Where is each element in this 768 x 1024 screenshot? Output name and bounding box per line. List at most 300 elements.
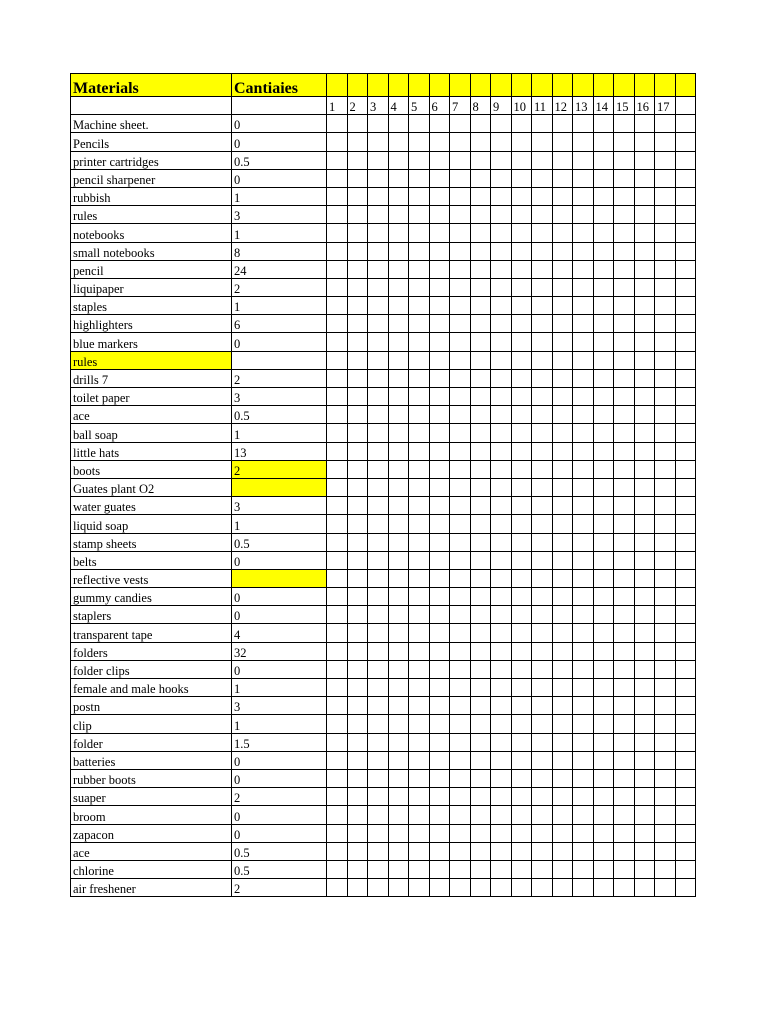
day-cell[interactable] [491,333,512,351]
day-cell[interactable] [552,660,573,678]
day-cell[interactable] [511,278,532,296]
day-cell[interactable] [429,333,450,351]
day-cell[interactable] [511,606,532,624]
day-cell[interactable] [347,351,368,369]
material-cell[interactable]: postn [71,697,232,715]
day-cell[interactable] [429,187,450,205]
day-cell[interactable] [573,224,594,242]
day-cell[interactable] [470,242,491,260]
day-cell[interactable] [368,115,389,133]
quantities-header[interactable]: Cantiaies [232,74,327,97]
day-cell[interactable] [573,733,594,751]
header-day-cell[interactable] [368,74,389,97]
day-cell[interactable] [593,824,614,842]
day-cell[interactable] [450,406,471,424]
day-cell[interactable] [470,133,491,151]
day-cell[interactable] [409,606,430,624]
day-cell[interactable] [634,133,655,151]
day-cell[interactable] [450,442,471,460]
day-cell[interactable] [409,697,430,715]
day-cell[interactable] [388,660,409,678]
day-cell[interactable] [552,315,573,333]
day-cell[interactable] [614,660,635,678]
day-cell[interactable] [552,133,573,151]
day-cell[interactable] [409,133,430,151]
day-cell[interactable] [327,242,348,260]
day-cell[interactable] [573,715,594,733]
day-cell[interactable] [347,515,368,533]
day-cell[interactable] [491,424,512,442]
day-cell[interactable] [388,806,409,824]
day-cell[interactable] [470,460,491,478]
day-cell[interactable] [634,642,655,660]
day-cell[interactable] [655,551,676,569]
quantity-cell[interactable]: 0 [232,806,327,824]
day-cell[interactable] [409,751,430,769]
day-cell[interactable] [368,588,389,606]
day-cell[interactable] [573,260,594,278]
day-cell[interactable] [675,115,696,133]
day-cell[interactable] [491,460,512,478]
day-cell[interactable] [675,697,696,715]
day-cell[interactable] [655,806,676,824]
day-cell[interactable] [388,478,409,496]
day-cell[interactable] [573,369,594,387]
quantity-cell[interactable]: 2 [232,879,327,897]
day-cell[interactable] [614,588,635,606]
day-cell[interactable] [614,624,635,642]
day-cell[interactable] [614,551,635,569]
day-cell[interactable] [511,697,532,715]
day-cell[interactable] [491,442,512,460]
quantity-cell[interactable]: 0 [232,333,327,351]
day-cell[interactable] [614,788,635,806]
day-cell[interactable] [347,733,368,751]
day-cell[interactable] [347,442,368,460]
day-cell[interactable] [593,551,614,569]
day-cell[interactable] [573,460,594,478]
day-number-cell[interactable]: 9 [491,97,512,115]
material-cell[interactable]: drills 7 [71,369,232,387]
day-cell[interactable] [388,515,409,533]
day-cell[interactable] [511,315,532,333]
day-cell[interactable] [532,515,553,533]
day-cell[interactable] [491,842,512,860]
day-cell[interactable] [347,624,368,642]
day-cell[interactable] [573,860,594,878]
header-day-cell[interactable] [388,74,409,97]
material-cell[interactable]: small notebooks [71,242,232,260]
day-cell[interactable] [511,824,532,842]
quantity-cell[interactable]: 2 [232,460,327,478]
material-cell[interactable]: rules [71,351,232,369]
day-cell[interactable] [409,424,430,442]
day-cell[interactable] [655,879,676,897]
day-cell[interactable] [450,260,471,278]
day-cell[interactable] [511,842,532,860]
day-cell[interactable] [327,424,348,442]
day-cell[interactable] [675,315,696,333]
day-cell[interactable] [634,788,655,806]
day-cell[interactable] [532,242,553,260]
quantity-cell[interactable]: 1 [232,224,327,242]
day-cell[interactable] [450,769,471,787]
day-cell[interactable] [573,824,594,842]
day-cell[interactable] [675,624,696,642]
day-cell[interactable] [675,606,696,624]
day-cell[interactable] [634,224,655,242]
day-cell[interactable] [655,297,676,315]
day-cell[interactable] [532,115,553,133]
day-cell[interactable] [675,879,696,897]
day-number-cell[interactable]: 2 [347,97,368,115]
day-cell[interactable] [429,879,450,897]
header-day-cell[interactable] [614,74,635,97]
day-cell[interactable] [368,733,389,751]
day-cell[interactable] [409,297,430,315]
day-cell[interactable] [327,206,348,224]
quantity-cell[interactable]: 0.5 [232,860,327,878]
day-cell[interactable] [327,169,348,187]
day-number-cell[interactable]: 14 [593,97,614,115]
day-cell[interactable] [634,351,655,369]
day-cell[interactable] [327,569,348,587]
day-cell[interactable] [409,151,430,169]
day-cell[interactable] [491,315,512,333]
day-cell[interactable] [347,297,368,315]
day-cell[interactable] [347,115,368,133]
day-cell[interactable] [409,278,430,296]
day-cell[interactable] [347,424,368,442]
day-cell[interactable] [450,788,471,806]
day-cell[interactable] [614,369,635,387]
day-cell[interactable] [429,769,450,787]
day-cell[interactable] [614,278,635,296]
day-cell[interactable] [368,351,389,369]
day-cell[interactable] [511,478,532,496]
day-cell[interactable] [429,715,450,733]
day-cell[interactable] [532,606,553,624]
day-cell[interactable] [409,206,430,224]
day-cell[interactable] [388,151,409,169]
day-cell[interactable] [593,879,614,897]
day-cell[interactable] [409,460,430,478]
day-cell[interactable] [491,679,512,697]
day-cell[interactable] [573,588,594,606]
material-cell[interactable]: little hats [71,442,232,460]
day-cell[interactable] [573,806,594,824]
day-cell[interactable] [470,206,491,224]
day-cell[interactable] [368,169,389,187]
day-cell[interactable] [470,879,491,897]
material-cell[interactable]: ball soap [71,424,232,442]
day-cell[interactable] [450,388,471,406]
day-cell[interactable] [655,606,676,624]
day-cell[interactable] [552,697,573,715]
day-cell[interactable] [491,660,512,678]
day-cell[interactable] [634,824,655,842]
day-cell[interactable] [593,660,614,678]
day-cell[interactable] [573,642,594,660]
day-cell[interactable] [409,224,430,242]
day-cell[interactable] [593,715,614,733]
day-cell[interactable] [470,697,491,715]
quantity-cell[interactable]: 0 [232,606,327,624]
day-cell[interactable] [552,351,573,369]
day-cell[interactable] [491,406,512,424]
day-cell[interactable] [409,351,430,369]
day-cell[interactable] [532,551,553,569]
day-cell[interactable] [634,333,655,351]
day-cell[interactable] [450,879,471,897]
day-cell[interactable] [593,733,614,751]
day-cell[interactable] [511,260,532,278]
day-number-cell[interactable]: 11 [532,97,553,115]
material-cell[interactable]: highlighters [71,315,232,333]
day-cell[interactable] [347,260,368,278]
material-cell[interactable]: pencil sharpener [71,169,232,187]
day-cell[interactable] [593,187,614,205]
day-cell[interactable] [655,642,676,660]
day-cell[interactable] [347,406,368,424]
day-cell[interactable] [634,806,655,824]
day-cell[interactable] [450,460,471,478]
day-cell[interactable] [347,333,368,351]
day-number-cell[interactable]: 15 [614,97,635,115]
day-cell[interactable] [511,733,532,751]
day-cell[interactable] [450,551,471,569]
quantity-cell[interactable]: 1 [232,715,327,733]
header-day-cell[interactable] [429,74,450,97]
day-cell[interactable] [675,497,696,515]
day-cell[interactable] [470,569,491,587]
day-cell[interactable] [614,497,635,515]
day-cell[interactable] [450,624,471,642]
day-cell[interactable] [429,133,450,151]
day-cell[interactable] [429,569,450,587]
day-cell[interactable] [573,424,594,442]
day-cell[interactable] [511,133,532,151]
day-cell[interactable] [614,424,635,442]
day-cell[interactable] [491,824,512,842]
day-cell[interactable] [655,788,676,806]
quantity-cell[interactable]: 0 [232,824,327,842]
day-number-cell[interactable]: 17 [655,97,676,115]
day-cell[interactable] [491,187,512,205]
day-cell[interactable] [368,206,389,224]
day-cell[interactable] [532,369,553,387]
day-cell[interactable] [573,242,594,260]
material-cell[interactable]: toilet paper [71,388,232,406]
day-cell[interactable] [368,224,389,242]
day-cell[interactable] [614,533,635,551]
day-cell[interactable] [675,660,696,678]
day-cell[interactable] [429,606,450,624]
day-cell[interactable] [593,278,614,296]
day-cell[interactable] [675,751,696,769]
day-cell[interactable] [368,679,389,697]
empty-cell[interactable] [71,97,232,115]
day-cell[interactable] [573,515,594,533]
day-cell[interactable] [675,406,696,424]
day-cell[interactable] [327,187,348,205]
day-cell[interactable] [552,424,573,442]
material-cell[interactable]: ace [71,842,232,860]
day-cell[interactable] [634,169,655,187]
day-cell[interactable] [450,860,471,878]
day-cell[interactable] [327,806,348,824]
day-cell[interactable] [368,624,389,642]
day-cell[interactable] [675,533,696,551]
day-cell[interactable] [368,333,389,351]
day-cell[interactable] [368,751,389,769]
material-cell[interactable]: gummy candies [71,588,232,606]
day-cell[interactable] [327,333,348,351]
day-cell[interactable] [675,460,696,478]
day-cell[interactable] [511,860,532,878]
day-cell[interactable] [511,424,532,442]
day-cell[interactable] [409,187,430,205]
day-cell[interactable] [655,351,676,369]
day-cell[interactable] [573,333,594,351]
day-cell[interactable] [593,133,614,151]
day-cell[interactable] [491,169,512,187]
day-cell[interactable] [429,642,450,660]
day-cell[interactable] [347,642,368,660]
day-cell[interactable] [327,788,348,806]
day-cell[interactable] [634,842,655,860]
day-cell[interactable] [368,788,389,806]
day-cell[interactable] [634,515,655,533]
material-cell[interactable]: suaper [71,788,232,806]
day-cell[interactable] [614,769,635,787]
day-cell[interactable] [429,533,450,551]
day-cell[interactable] [327,660,348,678]
day-cell[interactable] [634,424,655,442]
day-cell[interactable] [388,824,409,842]
day-cell[interactable] [675,333,696,351]
day-cell[interactable] [552,169,573,187]
day-cell[interactable] [450,133,471,151]
day-cell[interactable] [409,788,430,806]
day-cell[interactable] [429,733,450,751]
day-cell[interactable] [388,406,409,424]
day-cell[interactable] [327,733,348,751]
day-number-cell[interactable]: 7 [450,97,471,115]
quantity-cell[interactable]: 4 [232,624,327,642]
day-cell[interactable] [552,533,573,551]
material-cell[interactable]: pencil [71,260,232,278]
header-day-cell[interactable] [593,74,614,97]
day-cell[interactable] [429,460,450,478]
day-cell[interactable] [388,788,409,806]
day-cell[interactable] [388,187,409,205]
day-cell[interactable] [368,697,389,715]
material-cell[interactable]: liquid soap [71,515,232,533]
day-cell[interactable] [368,769,389,787]
day-cell[interactable] [593,769,614,787]
material-cell[interactable]: notebooks [71,224,232,242]
day-cell[interactable] [532,424,553,442]
day-cell[interactable] [368,406,389,424]
quantity-cell[interactable]: 24 [232,260,327,278]
day-cell[interactable] [327,679,348,697]
day-cell[interactable] [368,260,389,278]
day-cell[interactable] [655,115,676,133]
day-cell[interactable] [470,788,491,806]
day-cell[interactable] [450,115,471,133]
day-cell[interactable] [368,533,389,551]
day-cell[interactable] [470,115,491,133]
day-cell[interactable] [675,297,696,315]
day-cell[interactable] [491,533,512,551]
day-cell[interactable] [532,842,553,860]
day-cell[interactable] [388,697,409,715]
day-cell[interactable] [491,497,512,515]
day-cell[interactable] [491,133,512,151]
day-cell[interactable] [552,751,573,769]
day-cell[interactable] [429,624,450,642]
day-cell[interactable] [450,351,471,369]
day-cell[interactable] [675,515,696,533]
day-cell[interactable] [450,842,471,860]
day-cell[interactable] [532,679,553,697]
day-cell[interactable] [614,879,635,897]
day-cell[interactable] [491,733,512,751]
day-cell[interactable] [614,569,635,587]
day-cell[interactable] [470,224,491,242]
day-cell[interactable] [388,315,409,333]
quantity-cell[interactable] [232,569,327,587]
day-cell[interactable] [327,715,348,733]
header-day-cell[interactable] [409,74,430,97]
day-cell[interactable] [552,224,573,242]
day-cell[interactable] [573,879,594,897]
day-cell[interactable] [450,151,471,169]
day-cell[interactable] [655,697,676,715]
day-cell[interactable] [491,788,512,806]
day-cell[interactable] [634,660,655,678]
day-cell[interactable] [470,497,491,515]
day-cell[interactable] [327,860,348,878]
day-cell[interactable] [327,297,348,315]
day-cell[interactable] [491,715,512,733]
day-cell[interactable] [552,588,573,606]
day-cell[interactable] [675,769,696,787]
day-cell[interactable] [409,569,430,587]
day-cell[interactable] [675,187,696,205]
day-cell[interactable] [368,297,389,315]
day-cell[interactable] [532,879,553,897]
day-cell[interactable] [511,460,532,478]
day-cell[interactable] [634,206,655,224]
day-cell[interactable] [552,842,573,860]
day-cell[interactable] [511,406,532,424]
day-cell[interactable] [655,424,676,442]
day-cell[interactable] [532,169,553,187]
day-cell[interactable] [552,824,573,842]
day-cell[interactable] [347,588,368,606]
day-cell[interactable] [573,769,594,787]
day-cell[interactable] [511,297,532,315]
day-cell[interactable] [409,551,430,569]
quantity-cell[interactable]: 0 [232,588,327,606]
day-cell[interactable] [327,515,348,533]
quantity-cell[interactable]: 0.5 [232,533,327,551]
day-cell[interactable] [614,842,635,860]
material-cell[interactable]: Guates plant O2 [71,478,232,496]
day-cell[interactable] [368,879,389,897]
